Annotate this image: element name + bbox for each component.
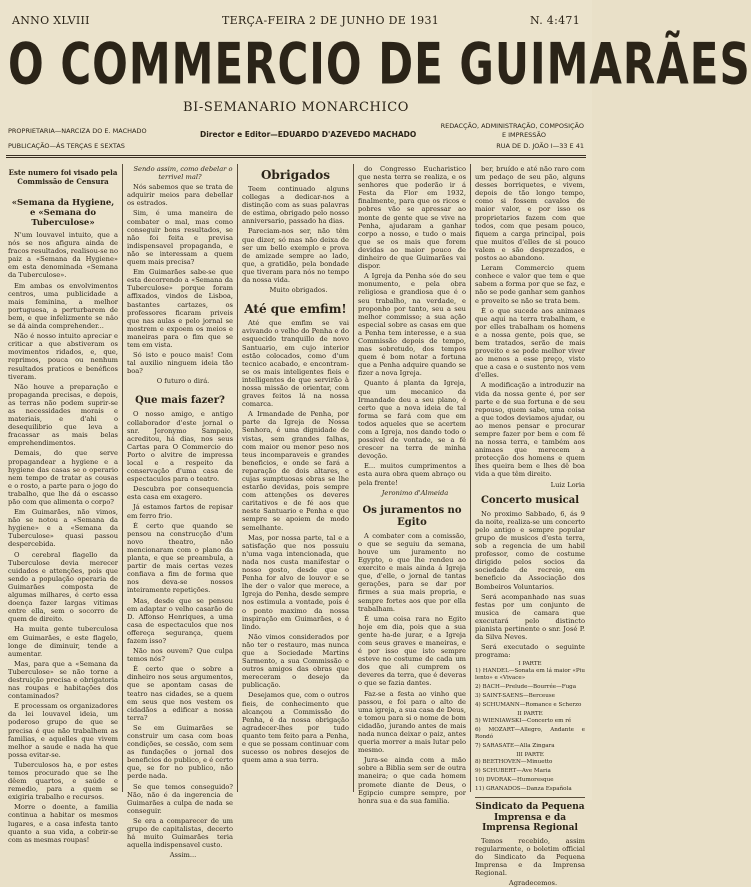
paragraph: Em Guimarães, não vimos, não se notou a «Semana da hygiene» e a «Semana da Tuberculose» quasi passou despercebida. xyxy=(8,508,118,549)
section-rule xyxy=(475,797,585,798)
paragraph: Já estamos fartos de repisar em ferro frio. xyxy=(127,503,233,520)
program-item: 5) WIENIAWSKI—Concerto em ré xyxy=(475,718,572,725)
paragraph: A Irmandade de Penha, por parte da Igreja de Nossa Senhora, é uma dignidade de vistas, sem grandes falhas, com maior ou menor peso nos teus incomparaveis e grandes beneficios, e onde se fará a reparação de dois altares, e cujas sumptuosas obras se lhe estarão devidas, pois sempre com attenções os deveres caritativos e de fé aos que neste Santuario e Penha e que sempre se apoiem de modo semelhante. xyxy=(242,410,349,532)
masthead-subtitle: BI-SEMANARIO MONARCHICO xyxy=(183,100,409,115)
article-heading: Os juramentos no Egito xyxy=(362,504,462,528)
paragraph: Desejamos que, com o outros fieis, de conhecimento que alcançou a Commissão do Penha, é da nossa obrigação agradecer-lhes por tudo quanto tem feito para a Penha, e que se possam continuar com sucesso os nobres desejos de quem ama a sua terra. xyxy=(242,691,349,765)
paragraph: Muito obrigados. xyxy=(269,286,328,295)
issue-number: N. 4:471 xyxy=(529,14,580,27)
redaction-line-1: REDACÇÃO, ADMINISTRAÇÃO, COMPOSIÇÃO xyxy=(440,122,584,130)
program-item: 4) SCHUMANN—Romance e Scherzo xyxy=(475,702,582,709)
paragraph: É uma coisa rara no Egito hoje em dia, pois que a sua gente ha-de jurar, e a Igreja com seus graves e maneiras, e é por isso que isto sempre esteve no costume de cada um dos que ali cumprem os deveres da terra, que é deveras o que se fazia dantes. xyxy=(358,614,466,688)
publication-line: PUBLICAÇÃO—ÁS TERÇAS E SEXTAS xyxy=(8,142,125,150)
paragraph: O nosso amigo, e antigo collaborador d'este jornal o snr. Jeronymo Sampaio, acreditou, há dias, nos seus Cartas para O Commercio do Porto o alvitre de impressa local e a respeito da conservação d'uma casa de espectaculos para o teatro. xyxy=(127,410,233,484)
article-heading: Obrigados xyxy=(260,168,331,182)
paragraph: Não nos ouvem? Que culpa temos nós? xyxy=(127,647,233,664)
censure-notice: Este numero foi visado pela Commissão de Censura xyxy=(8,168,118,186)
paragraph: Será acompanhado nas suas festas por um conjunto de musica de camara que executará pelo distincto pianista pertinente o snr. José P. da Silva Neves. xyxy=(475,592,585,642)
paragraph: Leram Commercio quem conhece e valor que tem e que sabem a forma por que se faz, e não se pode ganhar sem ganhos e proveito se não se trata bem. xyxy=(475,264,585,305)
paragraph: Quanto á planta da Igreja, que um mecanico da Irmandade deu a seu plano, é certo que a nova ideia de tal forma se fará com que em todos aqueles que se acertem com a Igreja, nos dando todo o possivel de vontade, se a fé crescer na terra de minha devoção. xyxy=(358,379,466,461)
editor-line: Director e Editor—EDUARDO D'AZEVEDO MACHADO xyxy=(200,130,417,139)
issue-date: TERÇA-FEIRA 2 DE JUNHO DE 1931 xyxy=(222,14,440,27)
column-divider xyxy=(122,164,123,792)
paragraph: Mas, para que a «Semana da Tuberculose» se não torne a destruição precisa e obrigatoria nas roupas e habitações dos contaminados? xyxy=(8,659,118,701)
paragraph: A modificação a introduzir na vida da nossa gente é, por ser parte e de sua fortuna e de seu repouso, quem sabe, uma coisa a que todos deviamos ajudar, ou ao menos pensar e procurar sempre fazer por bem e com fé na nossa terra, e também aos animaes que merecem a protecção dos homens e quem lhes queira bem e lhes dê boa vida a que têm direito. xyxy=(475,381,585,479)
paragraph: Ha muita gente tuberculosa em Guimarães, e este flagelo, longe de diminuir, tende a aumentar. xyxy=(8,625,118,658)
paragraph: Em Guimarães sabe-se que esta decorrendo a «Semana da Tuberculose» porque foram affixados, vindos de Lisboa, bastantes cartazes, os professores ficaram priveis que nas aulas e pelo jornal se mostrem e expoem os meios e maneiras para o fim que se tem em vista. xyxy=(127,268,233,349)
paragraph: do Congresso Eucharistico que nesta terra se realiza, e os senhores que poderão ir á Festa da Flor em 1932, finalmente, para que os ricos e pobres vão se apressar ao monte de gente que se vive na Penha, ajudaram a ganhar corpo a nosso, e tudo o mais que se os mais que forem devidas ao maior pouco de dinheiro de que Guimarães vai dispor. xyxy=(358,165,466,271)
paragraph: A Igreja da Penha sóe do seu monumento, e pela obra religiosa e grandiosa que é o seu trabalho, na verdade, e proponho por tanto, seu a seu melhor commisso; a sua ação especial sobre as casas em que a Penha tem interesse, e a sua Commissão depois de tempo, mas sobretudo, dos tempos quem é bom notar a fortuna que a Penha adquire quando se fizer a nova Igreja. xyxy=(358,272,466,378)
paragraph: No proximo Sabbado, 6, ás 9 da noite, realiza-se um concerto pelo antigo e sempre popular grupo de musicos d'esta terra, sob a regencia de um habil professor, como de costume dirigido pelos socios da sociedade de recreio, em beneficio da Associação dos Bombeiros Voluntarios. xyxy=(475,509,585,591)
paragraph: Faz-se a festa ao vinho que passou, e foi para o alto de uma igreja, a sua casa de Deus, e tomou para si o nome de bom cidadão, jurando antes de mais nada nunca deixar o paiz, antes queria morrer a mais lutar pelo mesmo. xyxy=(358,689,466,755)
article-heading: Até que emfim! xyxy=(244,302,347,317)
program-item: 11) GRANADOS—Danza Española xyxy=(475,786,572,793)
column-2 xyxy=(127,165,233,860)
paragraph: Tuberculosos ha, e por estes temos procurado que se lhe dêem quartos, e saúde e remedio, para a quem se exigiria trabalho e recursos. xyxy=(8,760,118,802)
header-rule-2 xyxy=(6,157,586,158)
paragraph: O futuro o dirá. xyxy=(156,377,210,386)
issue-year: ANNO XLVIII xyxy=(12,14,90,27)
paragraph: E processam os organizadores da lei louvavel ideia, um poderoso grupo de que se precisa é que não trabalhem as familias, e aquelles que vivem melhor a saude e nada ha que possa evitar-se. xyxy=(8,702,118,759)
column-divider xyxy=(470,164,471,792)
concert-program xyxy=(475,661,585,793)
paragraph: Agradecemos. xyxy=(508,879,558,887)
column-divider xyxy=(353,164,354,792)
paragraph: A combater com a comissão, o que se seguiu da semana, houve um juramento no Egypto, o que lhe rendeu ao exercito e mais ainda á Igreja que, d'elle, o jornal de tantas gerações, para se dar por firmes a sua mais propria, e sempre fortes aos que por ella trabalham. xyxy=(358,531,466,613)
paragraph: ber, bruído e até não raro com um pedaço de seu pão, alguns desses borriquetes, e vivem, depois de tão longo tempo, como si fossem cavalos de maior valor, e por isso os proprietarios fazem com que todos, com que pesam pouco, fiquem a carga principal, pois que muitos d'elles de si pouco valem e são desprezados, e postos ao abandono. xyxy=(475,165,585,263)
signature: Luiz Loria xyxy=(550,480,585,489)
column-5 xyxy=(475,165,585,887)
program-item: 8) BEETHOVEN—Minuetto xyxy=(475,759,553,766)
paragraph: Mas, desde que se pensou em adaptar o velho casarão de D. Affonso Henriques, a uma casa de espectaculos que nos offereça segurança, quem fazem isso? xyxy=(127,596,233,645)
program-item: 10) DVORAK—Humoresque xyxy=(475,777,554,784)
paragraph: É certo que quando se pensou na construcção d'um novo theatro, não mencionaram com o plano da planta, e que se preambula, a partir de mais certas vezes confiava a fim de forma que nos deva-se nossos inteiramente repetições. xyxy=(127,521,233,595)
paragraph: Nós sabemos que se trata de adquirir meios para debellar os estrados. xyxy=(127,183,233,208)
paragraph: Assim... xyxy=(169,851,197,860)
program-part-title: II PARTE xyxy=(517,711,543,718)
paragraph: Pareciam-nos ser, não têm que dizer, só mas não deixa de ser um bello exemplo e prova de amizade sempre ao lado, que, a gratidão, pela bondade que tiveram para nós no tempo da nossa vida. xyxy=(242,227,349,285)
paragraph: É o que sucede aos animaes que aqui na terra trabalham, e por elles trabalham os homens e a nossa gente, pois que, se bem tratados, serão de mais proveito e se pode melhor viver ao menos a esse preço, visto que a casa e o sustento nos vem d'elles. xyxy=(475,306,585,380)
paragraph: O cerebral flagello da Tuberculose devia merecer cuidados e attenções, pois que sendo a população operaria de Guimarães composta de algumas milhares, é certo essa doença fazer largas vitimas entre ella, sem o socorro de quem de direito. xyxy=(8,550,118,624)
program-item: 7) SARASATE—Alla Zingara xyxy=(475,743,555,750)
paragraph: E... muitos cumprimentos a esta aura obra quem abraço ou pela frente! xyxy=(358,462,466,487)
column-1 xyxy=(8,165,118,844)
paragraph: Demais, do que serve propagandear a hygiene e a hygiene das casas se o operario nem tempo de tratar as cousas e o rosto, a parte para o jogo do trabalho, que lhe dá o escasso pão com que alimenta o corpo? xyxy=(8,449,118,506)
program-part-title: III PARTE xyxy=(516,752,544,759)
program-item: 9) SCHUBERT—Ave Maria xyxy=(475,768,551,775)
owner-line: PROPRIETARIA—NARCIZA DO E. MACHADO xyxy=(8,127,147,135)
paragraph: Só isto e pouco mais! Com tal auxilio ninguem ideia tão boa? xyxy=(127,351,233,376)
header-top-row xyxy=(12,14,580,30)
signature: Jeronimo d'Almeida xyxy=(381,488,449,497)
column-3 xyxy=(242,165,349,792)
paragraph: Em ambas os envolvimentos centros, uma publicidade a mais feminina, a melhor portuguesa, a perturbarem de bem, e que infelizmente se nâo se dá ainda comprehender... xyxy=(8,281,118,331)
program-item: 3) SAINT-SAENS—Berceuse xyxy=(475,693,555,700)
paragraph: Descubra por consequencia esta casa em exagero. xyxy=(127,485,233,502)
article-heading: «Semana da Hygiene, e «Semana do Tuberculose» xyxy=(11,198,115,228)
paragraph: Jura-se ainda com a mão sobre a Biblia sem ser de outra maneira; o que cada homem promete diante de Deus, o Egipcio cumpre sempre, por honra sua e da sua familia. xyxy=(358,756,466,805)
paragraph: Teem continuado alguns collegas a dedicar-nos a distinção com as suas palavras de estima, obrigado pelo nosso anniversario, passado ha dias. xyxy=(242,185,349,226)
program-part-title: I PARTE xyxy=(518,661,542,668)
column-divider xyxy=(237,164,238,792)
paragraph: Temos recebido, assim regularmente, o boletim official do Sindicato da Pequena Imprensa e da Imprensa Regional. xyxy=(475,836,585,878)
program-item: 2) BACH—Prelude—Bourrée—Fuga xyxy=(475,684,577,691)
program-item: 6) MOZART—Allegro, Andante e Rondó xyxy=(475,727,585,741)
paragraph: Se era a comparecer de um grupo de capitalistas, decerto há muito Guimarães teria aquella indispensavel custo. xyxy=(127,816,233,850)
paragraph: Não vimos considerados por não ter o restauro, mas nunca que a Sociedade Martins Sarmento, a sua Commissão e outros amigos das obras que mereceram o desejo da publicação. xyxy=(242,632,349,690)
paragraph: Será executado o seguinte programa: xyxy=(475,643,585,660)
address-line: RUA DE D. JOÃO I—33 E 41 xyxy=(496,142,584,150)
masthead-title: O COMMERCIO DE GUIMARÃES xyxy=(8,30,751,97)
paragraph: Sendo assim, como debelar o terrivel mal? xyxy=(133,165,233,182)
paragraph: Não é nosso intuito apreciar e criticar a que abstiveram os movimentos ridados, e, que, reprimos, pouca ou nenhum resultados praticos e benéficos tiveram. xyxy=(8,332,118,381)
paragraph: N'um louvavel intuito, que a nós se nos afigura ainda de fracos resultados, realisou-se no paiz a «Semana da Hygiene» em esta denominada «Semana da Tuberculose». xyxy=(8,231,118,280)
paragraph: Mas, por nossa parte, tal e a satisfação que nos possuiu n'uma vaga intencionada, que nada nos custa manifestar o nosso gosto, desde que o Penha for alvo de louvor e se lhe der o valor que merece, a Igreja do Penha, desde sempre nos estimula a vontade, pois é o ponto maximo da nossa inspiração em Guimarães, e é lindo. xyxy=(242,533,349,631)
article-heading: Que mais fazer? xyxy=(135,395,225,407)
paragraph: Morre o doente, a familia continua a habitar os mesmos lugares, e a casa infesta tanto quanto a sua vida, a cobrir-se com as mesmas roupas! xyxy=(8,803,118,844)
paragraph: Sim, é uma maneira de combater o mal, mas como conseguir bons resultados, se não foi feita e previsa indispensavel propaganda, e não se interessam a quem quem mais precisa? xyxy=(127,209,233,267)
paragraph: É certo que o sobre a dinheiro nos seus argumentos, que se apontam casas de teatro nas cidades, se a quem em seus que nos vestem os cidadãos a edificar a nossa terra? xyxy=(127,665,233,722)
article-heading: Concerto musical xyxy=(480,494,580,506)
program-item: 1) HANDEL—Sonata em lá maior «Piu lento» e «Vivace» xyxy=(475,668,585,682)
paragraph: Não houve a preparação e propaganda precisas, e depois, as terras não podem suprir-se as necessidades morais e materiais, e d'ahi o desequilibrio que leva a fracassar as mais belas emprehendimentos. xyxy=(8,382,118,448)
paragraph: Se em Guimarães se construir um casa com boas condições, se cessão, com sem as fundações o jornal dos beneficios do publico, e é certo que, se for no publico, não perde nada. xyxy=(127,723,233,781)
redaction-line-2: E IMPRESSÃO xyxy=(501,131,546,139)
article-heading: Sindicato da Pequena Imprensa e da Imprensa Regional xyxy=(475,802,585,834)
column-4 xyxy=(358,165,466,805)
header-rule xyxy=(6,155,586,156)
paragraph: Se que temos conseguido? Não, não é da ingerencia de Guimarães a culpa de nada se conseguir. xyxy=(127,782,233,815)
paragraph: Até que emfim se vai avivando o velho do Penha e do esquecido tranquillo de novo Santuario, em cujo interior estão colocados, como d'um tecnico acabado, e encontram-se os mais inteligentes fieis e intelligentes de que servirão à nossa missão de orientar, com graves feitos lá na nossa comarca. xyxy=(242,319,349,409)
